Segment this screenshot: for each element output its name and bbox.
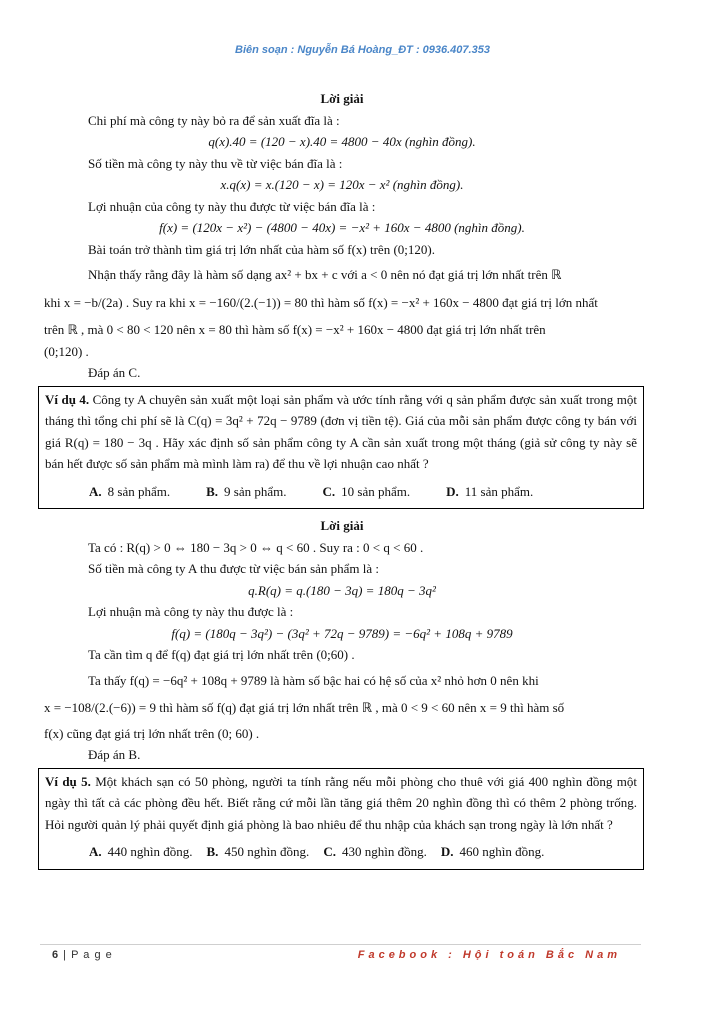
equation: q.R(q) = q.(180 − 3q) = 180q − 3q²: [248, 582, 436, 598]
solution-line: (0;120) .: [44, 343, 89, 359]
example-label: Ví dụ 4.: [45, 391, 90, 407]
page-content: [44, 86, 640, 876]
solution-line: f(x) cũng đạt giá trị lớn nhất trên (0; 60) .: [44, 725, 260, 741]
solution-line: Lợi nhuận của công ty này thu được từ việc bán đĩa là :: [88, 198, 376, 214]
solution-line: Bài toán trở thành tìm giá trị lớn nhất của hàm số f(x) trên (0;120).: [88, 241, 435, 257]
example-4-text: [45, 389, 637, 475]
option-d: D. 460 nghìn đồng.: [440, 844, 545, 859]
solution-line: Nhận thấy rằng đây là hàm số dạng ax² + bx + c với a < 0 nên nó đạt giá trị lớn nhất trên ℝ: [88, 267, 562, 282]
example-4-options: [45, 481, 637, 503]
solution-title: Lời giải: [320, 518, 364, 533]
solution-line: Ta cần tìm q để f(q) đạt giá trị lớn nhất trên (0;60) .: [88, 647, 355, 662]
page-number: 6 | P a g e: [52, 949, 113, 961]
example-4-box: [38, 386, 644, 510]
solution-title: Lời giải: [320, 91, 364, 106]
solution-line: Ta có : R(q) > 0 ⇔ 180 − 3q > 0 ⇔ q < 60 . Suy ra : 0 < q < 60 .: [88, 539, 424, 555]
solution-line: khi x = −b/(2a) . Suy ra khi x = −160/(2.(−1)) = 80 thì hàm số f(x) = −x² + 160x − 4800 đạt giá trị lớn nhất: [44, 294, 598, 310]
example-label: Ví dụ 5.: [45, 773, 91, 789]
example-5-box: [38, 768, 644, 870]
example-5-text: [45, 771, 637, 836]
equation: x.q(x) = x.(120 − x) = 120x − x² (nghìn đồng).: [220, 177, 464, 192]
answer-line: Đáp án C.: [88, 365, 141, 380]
solution-line: Lợi nhuận mà công ty này thu được là :: [88, 604, 294, 619]
solution-line: Ta thấy f(q) = −6q² + 108q + 9789 là hàm số bậc hai có hệ số của x² nhỏ hơn 0 nên khi: [88, 672, 539, 688]
footer-divider: [40, 944, 641, 945]
equation: q(x).40 = (120 − x).40 = 4800 − 40x (nghìn đồng).: [208, 134, 476, 149]
answer-line: Đáp án B.: [88, 747, 141, 762]
option-c: C. 430 nghìn đồng.: [323, 844, 427, 859]
option-d: D. 11 sản phẩm.: [446, 483, 534, 499]
option-a: A. 440 nghìn đồng.: [89, 844, 193, 859]
footer-facebook: Facebook : Hội toán Bắc Nam: [357, 949, 621, 961]
page-header: Biên soạn : Nguyễn Bá Hoàng_ĐT : 0936.407.353: [235, 44, 490, 56]
option-c: C. 10 sản phẩm.: [322, 483, 411, 499]
option-b: B. 9 sản phẩm.: [206, 483, 287, 499]
example-5-options: [45, 841, 637, 863]
example-body: Công ty A chuyên sản xuất một loại sản phẩm và ước tính rằng với q sản phẩm được sản xuất trong một tháng thì tổng chi phí sẽ là C(q) = 3q² + 72q − 9789 (đơn vị tiền tệ). Giá của mỗi sản phẩm được công ty bán với giá R(q) = 180 − 3q . Hãy xác định số sản phẩm công ty A cần sản xuất trong một tháng (giả sử công ty này sẽ bán hết được số sản phẩm mà mình làm ra) để thu về lợi nhuận cao nhất ?: [45, 391, 637, 471]
solution-line: Chi phí mà công ty này bỏ ra để sản xuất đĩa là :: [88, 112, 340, 128]
equation: f(x) = (120x − x²) − (4800 − 40x) = −x² + 160x − 4800 (nghìn đồng).: [159, 220, 525, 235]
solution-line: trên ℝ , mà 0 < 80 < 120 nên x = 80 thì hàm số f(x) = −x² + 160x − 4800 đạt giá trị lớn nhất trên: [44, 322, 546, 337]
option-b: B. 450 nghìn đồng.: [206, 844, 310, 859]
example-body: Một khách sạn có 50 phòng, người ta tính rằng nếu mỗi phòng cho thuê với giá 400 nghìn đồng một ngày thì tất cả các phòng đều hết. Biết rằng cứ mỗi lần tăng giá thêm 20 nghìn đồng thì có thêm 2 phòng trống. Hỏi người quản lý phải quyết định giá phòng là bao nhiêu để thu nhập của khách sạn trong ngày là lớn nhất ?: [45, 773, 637, 832]
solution-line: Số tiền mà công ty này thu về từ việc bán đĩa là :: [88, 155, 343, 171]
solution-line: Số tiền mà công ty A thu được từ việc bán sản phẩm là :: [88, 561, 380, 576]
option-a: A. 8 sản phẩm.: [89, 483, 171, 499]
solution-line: x = −108/(2.(−6)) = 9 thì hàm số f(q) đạt giá trị lớn nhất trên ℝ , mà 0 < 9 < 60 nên x = 9 thì hàm số: [44, 700, 565, 715]
equation: f(q) = (180q − 3q²) − (3q² + 72q − 9789) = −6q² + 108q + 9789: [171, 625, 513, 641]
